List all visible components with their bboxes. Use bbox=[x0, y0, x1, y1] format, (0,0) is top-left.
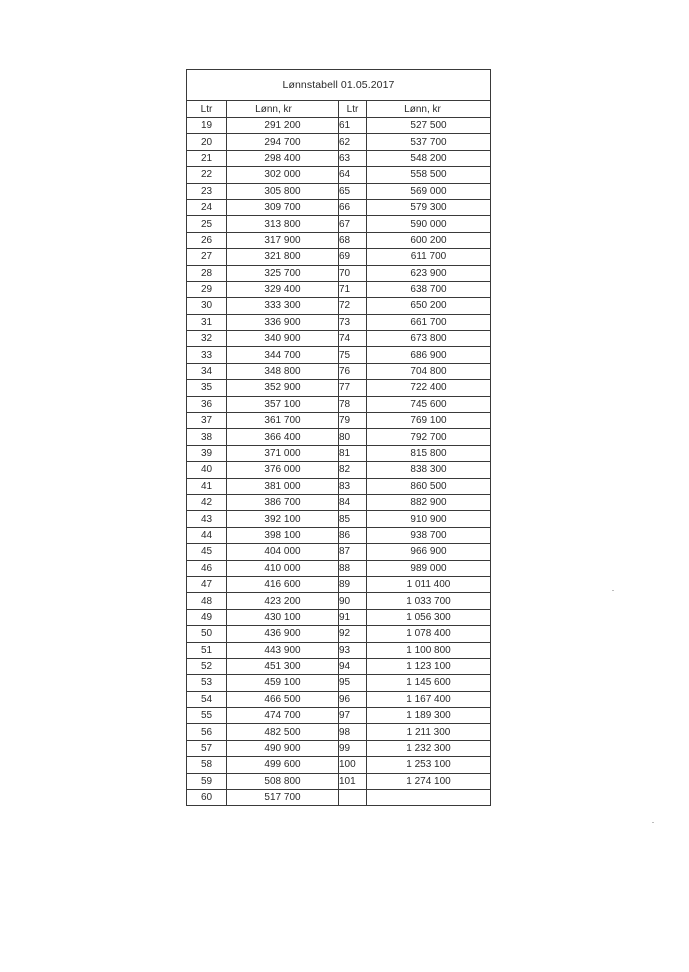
ltr-cell-left: 49 bbox=[187, 609, 227, 625]
ltr-cell-right: 88 bbox=[339, 560, 367, 576]
scan-speck bbox=[652, 822, 654, 823]
ltr-cell-right: 78 bbox=[339, 396, 367, 412]
salary-cell-left: 436 900 bbox=[227, 626, 339, 642]
salary-cell-right: 527 500 bbox=[367, 118, 491, 134]
table-row bbox=[187, 232, 491, 248]
salary-cell-left: 381 000 bbox=[227, 478, 339, 494]
table-title: Lønnstabell 01.05.2017 bbox=[187, 70, 491, 101]
salary-cell-left: 305 800 bbox=[227, 183, 339, 199]
ltr-cell-right: 76 bbox=[339, 363, 367, 379]
table-row bbox=[187, 249, 491, 265]
ltr-cell-right bbox=[339, 790, 367, 806]
ltr-cell-left: 55 bbox=[187, 708, 227, 724]
ltr-cell-left: 33 bbox=[187, 347, 227, 363]
table-row bbox=[187, 396, 491, 412]
table-row bbox=[187, 150, 491, 166]
table-row bbox=[187, 544, 491, 560]
ltr-cell-left: 51 bbox=[187, 642, 227, 658]
table-row bbox=[187, 658, 491, 674]
ltr-cell-right: 67 bbox=[339, 216, 367, 232]
ltr-cell-left: 29 bbox=[187, 281, 227, 297]
salary-cell-right: 1 056 300 bbox=[367, 609, 491, 625]
ltr-cell-right: 86 bbox=[339, 527, 367, 543]
column-header-ltr-left: Ltr bbox=[187, 101, 227, 118]
salary-cell-right: 558 500 bbox=[367, 167, 491, 183]
table-row bbox=[187, 478, 491, 494]
ltr-cell-right: 68 bbox=[339, 232, 367, 248]
salary-cell-left: 508 800 bbox=[227, 773, 339, 789]
salary-cell-left: 376 000 bbox=[227, 462, 339, 478]
salary-cell-right: 792 700 bbox=[367, 429, 491, 445]
ltr-cell-right: 73 bbox=[339, 314, 367, 330]
ltr-cell-left: 37 bbox=[187, 413, 227, 429]
ltr-cell-right: 97 bbox=[339, 708, 367, 724]
salary-cell-right: 611 700 bbox=[367, 249, 491, 265]
salary-cell-right: 989 000 bbox=[367, 560, 491, 576]
table-row bbox=[187, 560, 491, 576]
ltr-cell-right: 92 bbox=[339, 626, 367, 642]
salary-cell-left: 291 200 bbox=[227, 118, 339, 134]
salary-cell-left: 352 900 bbox=[227, 380, 339, 396]
column-header-salary-right: Lønn, kr bbox=[367, 101, 491, 118]
ltr-cell-left: 19 bbox=[187, 118, 227, 134]
table-row bbox=[187, 773, 491, 789]
ltr-cell-left: 39 bbox=[187, 445, 227, 461]
salary-cell-right: 590 000 bbox=[367, 216, 491, 232]
table-row bbox=[187, 445, 491, 461]
table-row bbox=[187, 675, 491, 691]
salary-cell-left: 366 400 bbox=[227, 429, 339, 445]
ltr-cell-right: 63 bbox=[339, 150, 367, 166]
salary-cell-right: 1 232 300 bbox=[367, 740, 491, 756]
salary-cell-right: 579 300 bbox=[367, 199, 491, 215]
ltr-cell-right: 84 bbox=[339, 494, 367, 510]
ltr-cell-left: 30 bbox=[187, 298, 227, 314]
salary-cell-right: 1 274 100 bbox=[367, 773, 491, 789]
ltr-cell-right: 89 bbox=[339, 576, 367, 592]
ltr-cell-right: 87 bbox=[339, 544, 367, 560]
ltr-cell-left: 46 bbox=[187, 560, 227, 576]
table-row bbox=[187, 331, 491, 347]
salary-cell-right: 966 900 bbox=[367, 544, 491, 560]
table-row bbox=[187, 314, 491, 330]
ltr-cell-left: 58 bbox=[187, 757, 227, 773]
ltr-cell-left: 22 bbox=[187, 167, 227, 183]
ltr-cell-left: 54 bbox=[187, 691, 227, 707]
table-row bbox=[187, 363, 491, 379]
ltr-cell-left: 52 bbox=[187, 658, 227, 674]
salary-cell-right: 1 123 100 bbox=[367, 658, 491, 674]
salary-cell-right: 1 211 300 bbox=[367, 724, 491, 740]
salary-cell-left: 416 600 bbox=[227, 576, 339, 592]
salary-cell-left: 398 100 bbox=[227, 527, 339, 543]
salary-cell-left: 361 700 bbox=[227, 413, 339, 429]
table-row bbox=[187, 167, 491, 183]
salary-cell-right: 910 900 bbox=[367, 511, 491, 527]
table-row bbox=[187, 593, 491, 609]
table-row bbox=[187, 790, 491, 806]
ltr-cell-right: 66 bbox=[339, 199, 367, 215]
salary-cell-right: 673 800 bbox=[367, 331, 491, 347]
salary-cell-left: 333 300 bbox=[227, 298, 339, 314]
salary-cell-right: 1 011 400 bbox=[367, 576, 491, 592]
ltr-cell-right: 91 bbox=[339, 609, 367, 625]
ltr-cell-right: 85 bbox=[339, 511, 367, 527]
table-row bbox=[187, 429, 491, 445]
salary-cell-left: 459 100 bbox=[227, 675, 339, 691]
table-row bbox=[187, 724, 491, 740]
ltr-cell-left: 48 bbox=[187, 593, 227, 609]
salary-cell-right: 686 900 bbox=[367, 347, 491, 363]
ltr-cell-right: 77 bbox=[339, 380, 367, 396]
salary-cell-left: 423 200 bbox=[227, 593, 339, 609]
table-row bbox=[187, 183, 491, 199]
ltr-cell-left: 26 bbox=[187, 232, 227, 248]
salary-cell-right: 638 700 bbox=[367, 281, 491, 297]
salary-cell-right: 769 100 bbox=[367, 413, 491, 429]
table-row bbox=[187, 740, 491, 756]
salary-cell-left: 371 000 bbox=[227, 445, 339, 461]
ltr-cell-right: 93 bbox=[339, 642, 367, 658]
ltr-cell-left: 47 bbox=[187, 576, 227, 592]
salary-cell-left: 451 300 bbox=[227, 658, 339, 674]
ltr-cell-right: 101 bbox=[339, 773, 367, 789]
ltr-cell-left: 38 bbox=[187, 429, 227, 445]
salary-cell-left: 348 800 bbox=[227, 363, 339, 379]
table-row bbox=[187, 118, 491, 134]
ltr-cell-right: 61 bbox=[339, 118, 367, 134]
ltr-cell-right: 62 bbox=[339, 134, 367, 150]
table-row bbox=[187, 413, 491, 429]
salary-cell-right bbox=[367, 790, 491, 806]
ltr-cell-left: 20 bbox=[187, 134, 227, 150]
ltr-cell-right: 72 bbox=[339, 298, 367, 314]
ltr-cell-left: 23 bbox=[187, 183, 227, 199]
salary-cell-left: 309 700 bbox=[227, 199, 339, 215]
ltr-cell-right: 100 bbox=[339, 757, 367, 773]
ltr-cell-right: 71 bbox=[339, 281, 367, 297]
ltr-cell-right: 81 bbox=[339, 445, 367, 461]
table-row bbox=[187, 216, 491, 232]
salary-cell-right: 1 167 400 bbox=[367, 691, 491, 707]
salary-cell-left: 482 500 bbox=[227, 724, 339, 740]
salary-cell-right: 1 145 600 bbox=[367, 675, 491, 691]
salary-cell-left: 430 100 bbox=[227, 609, 339, 625]
salary-cell-right: 1 078 400 bbox=[367, 626, 491, 642]
salary-cell-right: 1 253 100 bbox=[367, 757, 491, 773]
salary-table-body bbox=[187, 118, 491, 806]
salary-cell-left: 357 100 bbox=[227, 396, 339, 412]
salary-cell-left: 325 700 bbox=[227, 265, 339, 281]
salary-cell-left: 466 500 bbox=[227, 691, 339, 707]
salary-cell-right: 600 200 bbox=[367, 232, 491, 248]
table-row bbox=[187, 298, 491, 314]
table-row bbox=[187, 642, 491, 658]
salary-cell-left: 298 400 bbox=[227, 150, 339, 166]
table-row bbox=[187, 281, 491, 297]
ltr-cell-left: 31 bbox=[187, 314, 227, 330]
ltr-cell-right: 99 bbox=[339, 740, 367, 756]
salary-cell-left: 321 800 bbox=[227, 249, 339, 265]
salary-cell-right: 838 300 bbox=[367, 462, 491, 478]
salary-table bbox=[186, 69, 491, 806]
table-row bbox=[187, 527, 491, 543]
salary-cell-left: 294 700 bbox=[227, 134, 339, 150]
table-row bbox=[187, 708, 491, 724]
table-row bbox=[187, 757, 491, 773]
salary-cell-right: 569 000 bbox=[367, 183, 491, 199]
scan-speck bbox=[612, 590, 614, 591]
table-row bbox=[187, 691, 491, 707]
ltr-cell-right: 80 bbox=[339, 429, 367, 445]
ltr-cell-left: 42 bbox=[187, 494, 227, 510]
ltr-cell-right: 64 bbox=[339, 167, 367, 183]
ltr-cell-left: 60 bbox=[187, 790, 227, 806]
salary-cell-right: 815 800 bbox=[367, 445, 491, 461]
salary-cell-left: 499 600 bbox=[227, 757, 339, 773]
ltr-cell-right: 69 bbox=[339, 249, 367, 265]
ltr-cell-left: 40 bbox=[187, 462, 227, 478]
ltr-cell-right: 70 bbox=[339, 265, 367, 281]
column-header-salary-left: Lønn, kr bbox=[227, 101, 339, 118]
table-row bbox=[187, 511, 491, 527]
ltr-cell-left: 41 bbox=[187, 478, 227, 494]
salary-cell-left: 329 400 bbox=[227, 281, 339, 297]
ltr-cell-left: 24 bbox=[187, 199, 227, 215]
salary-cell-left: 386 700 bbox=[227, 494, 339, 510]
salary-cell-left: 474 700 bbox=[227, 708, 339, 724]
ltr-cell-left: 21 bbox=[187, 150, 227, 166]
table-row bbox=[187, 609, 491, 625]
ltr-cell-right: 65 bbox=[339, 183, 367, 199]
ltr-cell-right: 90 bbox=[339, 593, 367, 609]
salary-cell-right: 661 700 bbox=[367, 314, 491, 330]
salary-cell-right: 548 200 bbox=[367, 150, 491, 166]
salary-cell-right: 623 900 bbox=[367, 265, 491, 281]
table-row bbox=[187, 576, 491, 592]
salary-cell-right: 1 033 700 bbox=[367, 593, 491, 609]
ltr-cell-right: 79 bbox=[339, 413, 367, 429]
salary-cell-left: 336 900 bbox=[227, 314, 339, 330]
table-row bbox=[187, 462, 491, 478]
salary-cell-right: 860 500 bbox=[367, 478, 491, 494]
ltr-cell-left: 32 bbox=[187, 331, 227, 347]
salary-cell-left: 404 000 bbox=[227, 544, 339, 560]
ltr-cell-left: 43 bbox=[187, 511, 227, 527]
salary-cell-left: 517 700 bbox=[227, 790, 339, 806]
salary-cell-left: 340 900 bbox=[227, 331, 339, 347]
ltr-cell-right: 82 bbox=[339, 462, 367, 478]
ltr-cell-left: 50 bbox=[187, 626, 227, 642]
ltr-cell-right: 96 bbox=[339, 691, 367, 707]
ltr-cell-left: 35 bbox=[187, 380, 227, 396]
ltr-cell-right: 83 bbox=[339, 478, 367, 494]
salary-cell-left: 313 800 bbox=[227, 216, 339, 232]
ltr-cell-left: 45 bbox=[187, 544, 227, 560]
ltr-cell-right: 98 bbox=[339, 724, 367, 740]
salary-cell-left: 344 700 bbox=[227, 347, 339, 363]
ltr-cell-left: 27 bbox=[187, 249, 227, 265]
ltr-cell-left: 25 bbox=[187, 216, 227, 232]
table-row bbox=[187, 199, 491, 215]
table-row bbox=[187, 347, 491, 363]
ltr-cell-left: 59 bbox=[187, 773, 227, 789]
salary-cell-right: 1 189 300 bbox=[367, 708, 491, 724]
ltr-cell-left: 56 bbox=[187, 724, 227, 740]
ltr-cell-right: 74 bbox=[339, 331, 367, 347]
ltr-cell-left: 57 bbox=[187, 740, 227, 756]
ltr-cell-left: 36 bbox=[187, 396, 227, 412]
salary-cell-right: 882 900 bbox=[367, 494, 491, 510]
table-row bbox=[187, 265, 491, 281]
salary-cell-left: 443 900 bbox=[227, 642, 339, 658]
ltr-cell-right: 75 bbox=[339, 347, 367, 363]
table-row bbox=[187, 380, 491, 396]
salary-cell-left: 490 900 bbox=[227, 740, 339, 756]
salary-cell-right: 537 700 bbox=[367, 134, 491, 150]
column-header-ltr-right: Ltr bbox=[339, 101, 367, 118]
table-row bbox=[187, 494, 491, 510]
salary-cell-left: 317 900 bbox=[227, 232, 339, 248]
salary-cell-right: 704 800 bbox=[367, 363, 491, 379]
table-row bbox=[187, 134, 491, 150]
table-row bbox=[187, 626, 491, 642]
ltr-cell-left: 53 bbox=[187, 675, 227, 691]
salary-cell-left: 302 000 bbox=[227, 167, 339, 183]
ltr-cell-right: 94 bbox=[339, 658, 367, 674]
salary-cell-right: 650 200 bbox=[367, 298, 491, 314]
salary-cell-right: 938 700 bbox=[367, 527, 491, 543]
ltr-cell-right: 95 bbox=[339, 675, 367, 691]
salary-cell-left: 392 100 bbox=[227, 511, 339, 527]
salary-cell-right: 1 100 800 bbox=[367, 642, 491, 658]
salary-cell-left: 410 000 bbox=[227, 560, 339, 576]
ltr-cell-left: 28 bbox=[187, 265, 227, 281]
ltr-cell-left: 44 bbox=[187, 527, 227, 543]
salary-cell-right: 722 400 bbox=[367, 380, 491, 396]
ltr-cell-left: 34 bbox=[187, 363, 227, 379]
salary-cell-right: 745 600 bbox=[367, 396, 491, 412]
